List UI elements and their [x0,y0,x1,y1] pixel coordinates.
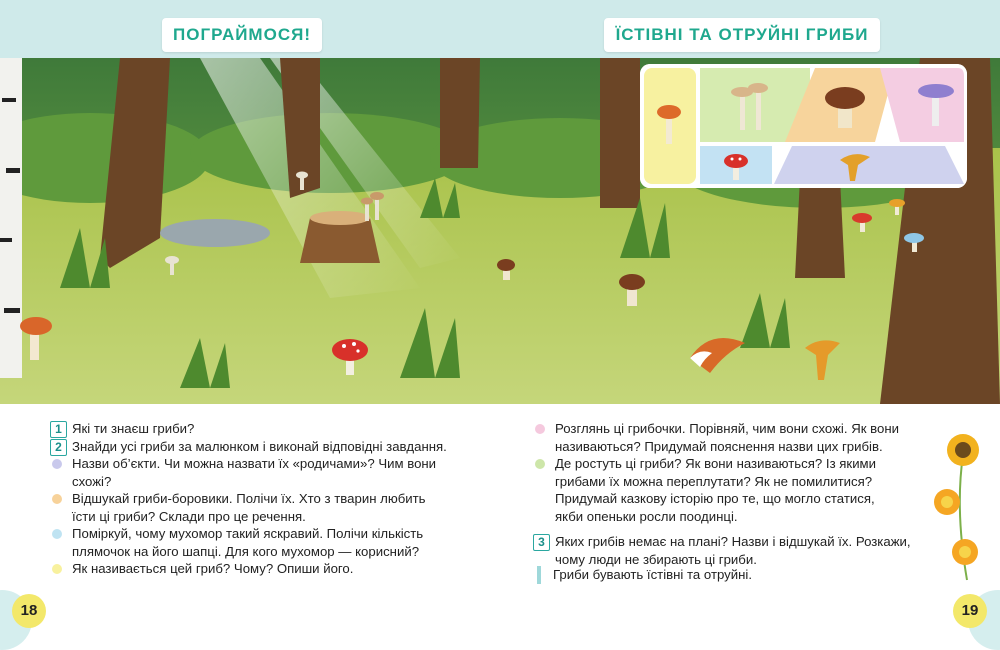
task-text-line: Назви об’єкти. Чи можна назвати їх «родичами»? Чим вони [72,456,437,471]
task-text-line: Придумай казкову історію про те, що могло статися, [555,491,875,506]
rock [160,219,270,247]
task-text-line: плямочок на його шапці. Для кого мухомор — корисний? [72,543,420,559]
tasks-left [50,420,480,578]
task-text-line: Розглянь ці грибочки. Порівняй, чим вони схожі. Як вони [555,421,899,436]
mushroom-plan [640,64,967,188]
sunflower-icon [934,489,960,515]
task-text-line: грибами їх можна переплутати? Як не помилитися? [555,473,873,489]
task-number: 3 [533,534,550,551]
task-text-line: схожі? [72,473,112,489]
task-text-line: називаються? Придумай пояснення назви цих грибів. [555,438,883,454]
color-dot-pink [535,424,545,434]
task-text-line: Як називається цей гриб? Чому? Опиши його. [72,561,354,576]
task-text-line: Де ростуть ці гриби? Як вони називаються? Із якими [555,456,876,471]
page-number-right: 19 [953,594,987,628]
task-item [50,455,480,490]
task-item [50,438,480,456]
task-text-line: чому люди не збирають ці гриби. [555,551,757,567]
tasks-right [533,420,938,568]
task-text-line: Відшукай гриби-боровики. Полічи їх. Хто з тварин любить [72,491,426,506]
task-item [533,533,938,568]
color-dot-violet [52,459,62,469]
task-text-line: Які ти знаєш гриби? [72,421,195,436]
task-text-line: Яких грибів немає на плані? Назви і відшукай їх. Розкажи, [555,534,911,549]
task-item [50,490,480,525]
task-item [50,420,480,438]
sunflower-icon [947,434,979,466]
task-text-line: їсти ці гриби? Склади про це речення. [72,508,306,524]
section-title-right: ЇСТІВНІ ТА ОТРУЙНІ ГРИБИ [604,18,880,52]
color-dot-green [535,459,545,469]
task-number: 2 [50,439,67,456]
section-title-left: ПОГРАЙМОСЯ! [162,18,322,52]
sunflower-icon [952,539,978,565]
page-number-left: 18 [12,594,46,628]
task-text-line: якби опеньки росли поодинці. [555,508,738,524]
color-dot-yellow [52,564,62,574]
flowers-decoration [925,430,995,590]
task-text-line: Поміркуй, чому мухомор такий яскравий. Полічи кількість [72,526,424,541]
task-number: 1 [50,421,67,438]
birch-trunk [0,58,22,378]
task-item [50,560,480,578]
plan-cell-violet [774,146,964,184]
task-item [533,420,938,455]
color-dot-blue [52,529,62,539]
summary-note: Гриби бувають їстівні та отруйні. [537,566,752,584]
task-item [50,525,480,560]
color-dot-peach [52,494,62,504]
task-item [533,455,938,525]
task-text-line: Знайди усі гриби за малюнком і виконай відповідні завдання. [72,438,447,454]
